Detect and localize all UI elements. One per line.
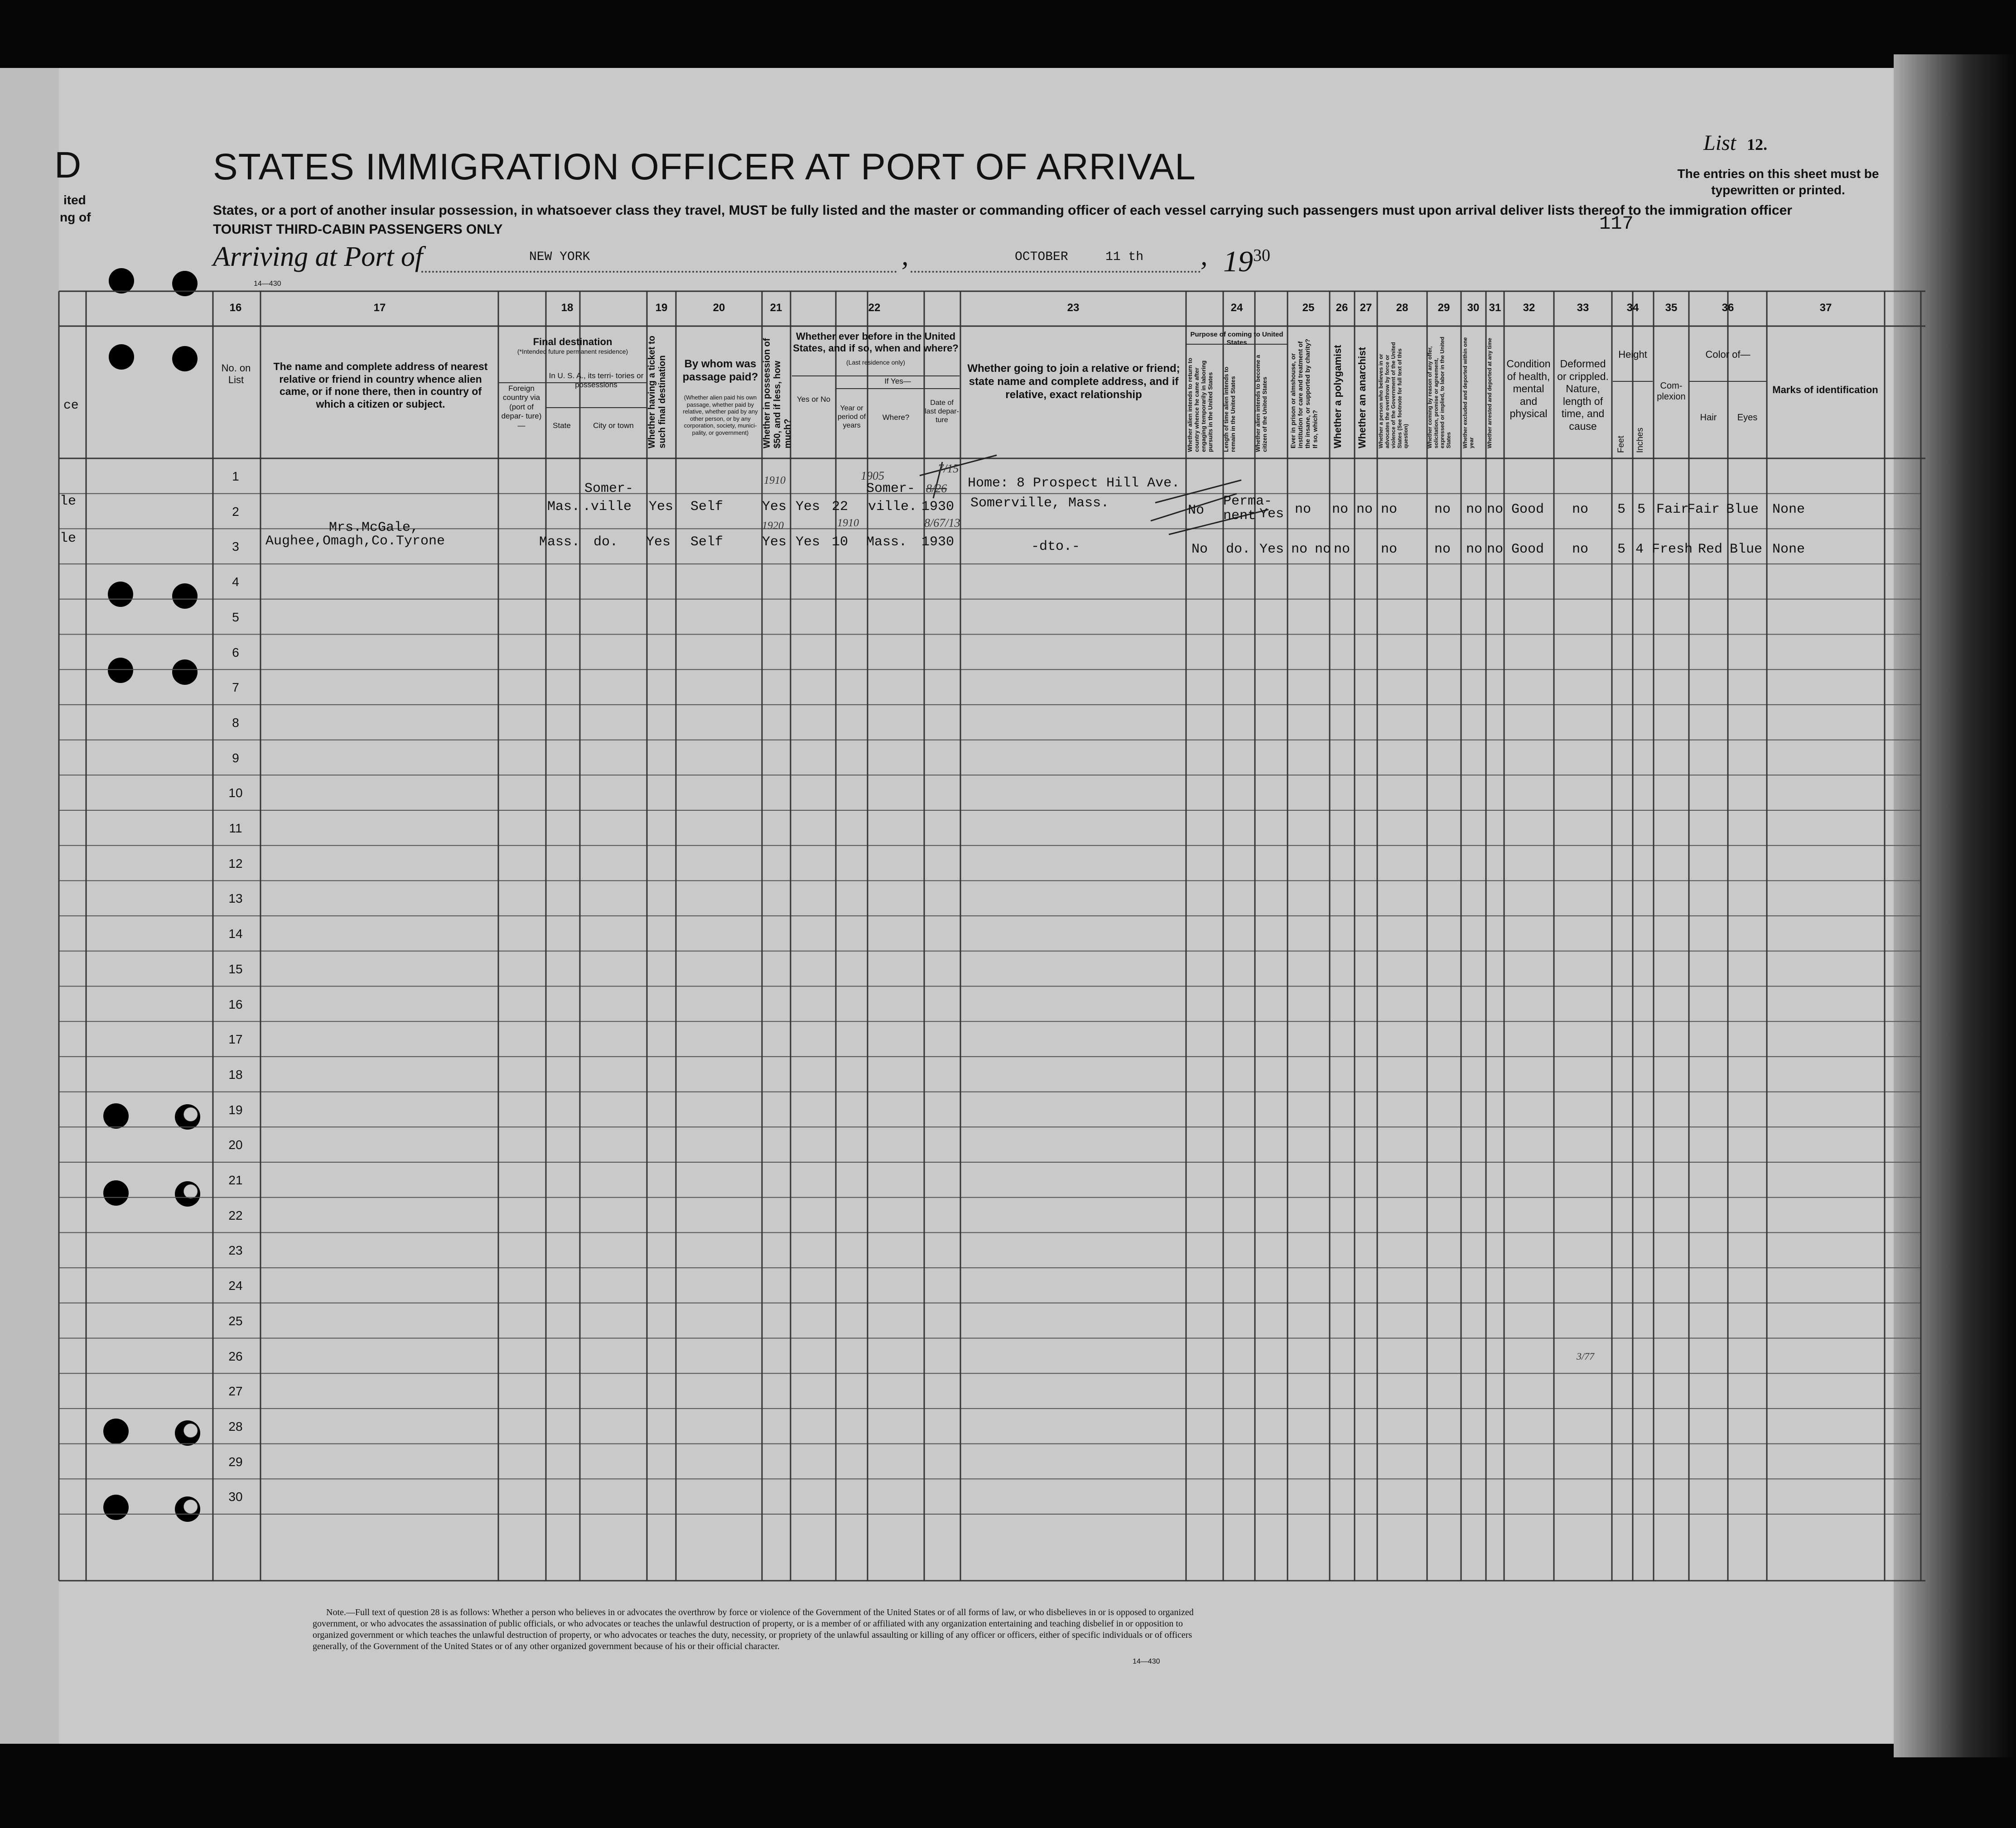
column-number: 35 bbox=[1665, 302, 1678, 314]
column-number: 16 bbox=[229, 302, 242, 314]
col22-ifyes: If Yes— bbox=[884, 377, 911, 385]
row2-health: Good bbox=[1511, 542, 1544, 557]
handwritten-note: 1910 bbox=[837, 517, 859, 529]
row1-paid-by: Self bbox=[690, 499, 723, 515]
row-number: 2 bbox=[232, 504, 239, 519]
row-number: 27 bbox=[228, 1384, 243, 1399]
col31-header: Whether arrested and deported at any time bbox=[1486, 337, 1493, 448]
left-edge-fragment: ce bbox=[63, 399, 79, 413]
col18-header: Final destination bbox=[533, 336, 613, 347]
row1-where-a: Somer- bbox=[866, 481, 916, 496]
column-number: 19 bbox=[655, 302, 668, 314]
row-number: 14 bbox=[228, 927, 243, 941]
row-number: 24 bbox=[228, 1279, 243, 1293]
row2-prison: no bbox=[1291, 542, 1308, 557]
row-number: 17 bbox=[228, 1032, 243, 1047]
column-number: 31 bbox=[1489, 302, 1501, 314]
year-prefix: 19 bbox=[1223, 245, 1253, 278]
page-title: STATES IMMIGRATION OFFICER AT PORT OF ARRIVAL bbox=[213, 146, 1196, 188]
row1-deformed: no bbox=[1572, 502, 1589, 517]
col28-header: Whether a person who believes in or advocates the overthrow by force or violence of the Government of the United States (See footnote for full text of this question) bbox=[1378, 342, 1409, 448]
row1-feet: 5 bbox=[1617, 502, 1626, 517]
column-number: 28 bbox=[1396, 302, 1408, 314]
row2-relative-address: Aughee,Omagh,Co.Tyrone bbox=[265, 534, 445, 549]
handwritten-note: 1905 bbox=[861, 469, 884, 482]
col24-return: Whether alien intends to return to country whence he came after engaging temporarily in laboring pursuits in the United States bbox=[1186, 357, 1214, 452]
row1-offer: no bbox=[1434, 502, 1451, 517]
handwritten-note: 8/67/13 bbox=[924, 516, 960, 529]
row1-excluded: no bbox=[1466, 502, 1483, 517]
row2-join: -dto.- bbox=[1031, 539, 1080, 554]
col24-citizen: Whether alien intends to become a citizen of the United States bbox=[1254, 355, 1268, 452]
col29-header: Whether coming by reason of any offer, solicitation, promise or agreement, expressed or implied, to labor in the United States bbox=[1427, 337, 1452, 448]
row-number: 30 bbox=[228, 1490, 243, 1504]
row2-fifty: Yes bbox=[762, 534, 787, 550]
row-number: 25 bbox=[228, 1313, 243, 1328]
row2-deformed: no bbox=[1572, 542, 1589, 557]
column-number: 37 bbox=[1819, 302, 1832, 314]
row-number: 6 bbox=[232, 645, 239, 659]
col26-header: Whether a polygamist bbox=[1332, 345, 1343, 448]
typewritten-note: The entries on this sheet must be typewritten or printed. bbox=[1677, 167, 1879, 197]
col22-where: Where? bbox=[882, 413, 910, 422]
row1-prison: no bbox=[1295, 502, 1312, 517]
row2-overthrow: no bbox=[1381, 542, 1398, 557]
row-number: 26 bbox=[228, 1349, 243, 1363]
row1-hair: Fair bbox=[1687, 502, 1720, 517]
col36-header: Color of— bbox=[1705, 349, 1751, 360]
row2-complexion: Fresh bbox=[1652, 542, 1693, 557]
col22-years: Year or period of years bbox=[837, 404, 866, 430]
col27-header: Whether an anarchist bbox=[1356, 347, 1368, 448]
row-number: 5 bbox=[232, 610, 239, 624]
row-number: 8 bbox=[232, 715, 239, 730]
row1-date: 1930 bbox=[921, 499, 955, 515]
row1-purpose-b2: nent bbox=[1223, 508, 1256, 524]
row2-hair: Red bbox=[1698, 542, 1723, 557]
row2-ticket: Yes bbox=[646, 534, 671, 550]
arriving-label: Arriving at Port of bbox=[213, 241, 423, 272]
col23-header: Whether going to join a relative or friend; state name and complete address, and if relative, exact relationship bbox=[967, 362, 1180, 401]
row-number: 28 bbox=[228, 1419, 243, 1434]
col20-note: (Whether alien paid his own passage, whether paid by relative, whether paid by any other person, or by any corporation, society, munici- pality, or government) bbox=[683, 394, 758, 436]
handwritten-note: 8/26 bbox=[926, 482, 947, 495]
col18-state: State bbox=[553, 421, 571, 430]
row1-purpose-b: Perma- bbox=[1223, 494, 1273, 509]
row2-date: 1930 bbox=[921, 534, 955, 550]
col20-header: By whom was passage paid? bbox=[682, 358, 758, 383]
row2-purpose-c: Yes bbox=[1259, 542, 1284, 557]
row2-before: Yes bbox=[796, 534, 820, 550]
col36-hair: Hair bbox=[1700, 413, 1717, 423]
row2-marks: None bbox=[1772, 542, 1805, 557]
row-number: 13 bbox=[228, 891, 243, 906]
col18-usa: In U. S. A., its terri- tories or possessions bbox=[549, 371, 644, 390]
row1-city-b: .ville bbox=[583, 499, 632, 515]
row1-purpose-c: Yes bbox=[1259, 506, 1284, 522]
row2-feet: 5 bbox=[1617, 542, 1626, 557]
row1-polygamist: no bbox=[1332, 502, 1349, 517]
column-number: 25 bbox=[1302, 302, 1315, 314]
row2-inches: 4 bbox=[1635, 542, 1644, 557]
row-number: 7 bbox=[232, 680, 239, 695]
row-number: 9 bbox=[232, 750, 239, 765]
row-number: 15 bbox=[228, 962, 243, 976]
row1-join-b: Somerville, Mass. bbox=[970, 495, 1109, 511]
col30-header: Whether excluded and deported within one year bbox=[1462, 337, 1475, 448]
row2-excluded: no bbox=[1466, 542, 1483, 557]
passenger-class-line: TOURIST THIRD-CABIN PASSENGERS ONLY bbox=[213, 222, 503, 237]
row-number: 19 bbox=[228, 1102, 243, 1117]
col32-header: Condition of health, mental and physical bbox=[1506, 358, 1551, 420]
column-number: 36 bbox=[1722, 302, 1734, 314]
port-value: NEW YORK bbox=[529, 250, 590, 264]
row2-relative-name: Mrs.McGale, bbox=[329, 520, 419, 535]
row-number: 23 bbox=[228, 1243, 243, 1258]
footnote-question-28: Note.—Full text of question 28 is as follows: Whether a person who believes in or advocates the overthrow by force or violence of the Government of the United States or of all forms of law, or who disbelieves in or is opposed to organized government, or who advocates the assassination of public officials, or who advocates or teaches the unlawful destruction of property, or is a member of or affiliated with any organization entertaining and teaching disbelief in or opposition to organized government or which teaches the unlawful destruction of property, or who advocates or teaches the duty, necessity, or propriety of the unlawful assaulting or killing of any officer or officers, either of specific individuals or of officers generally, of the Government of the United States or of any other organized government because of his or their official character. bbox=[313, 1607, 1194, 1651]
row1-before: Yes bbox=[796, 499, 820, 515]
row2-anarchist: no bbox=[1334, 542, 1350, 557]
handwritten-note: 3/77 bbox=[1577, 1351, 1595, 1362]
column-number: 27 bbox=[1360, 302, 1372, 314]
left-edge-letter: D bbox=[54, 144, 82, 186]
row2-offer: no bbox=[1434, 542, 1451, 557]
row1-marks: None bbox=[1772, 502, 1805, 517]
row2-where: Mass. bbox=[866, 534, 907, 550]
row2-arrested: no bbox=[1487, 542, 1504, 557]
row1-city-a: Somer- bbox=[584, 481, 634, 496]
column-number: 22 bbox=[868, 302, 881, 314]
month-value: OCTOBER bbox=[1015, 250, 1068, 264]
row1-anarchist: no bbox=[1356, 502, 1373, 517]
column-number: 29 bbox=[1437, 302, 1450, 314]
row-number: 18 bbox=[228, 1067, 243, 1082]
col18-foreign: Foreign country via (port of depar- ture)— bbox=[501, 384, 542, 430]
handwritten-note: 7/15 bbox=[938, 462, 959, 475]
row1-fifty: Yes bbox=[762, 499, 787, 515]
left-edge-fragment: ited bbox=[63, 193, 86, 207]
left-edge-fragment: ng of bbox=[60, 210, 91, 224]
form-code-top: 14—430 bbox=[254, 280, 281, 288]
row1-eyes: Blue bbox=[1726, 502, 1759, 517]
row2-eyes: Blue bbox=[1730, 542, 1763, 557]
row1-where-b: ville. bbox=[868, 499, 917, 515]
row1-inches: 5 bbox=[1637, 502, 1646, 517]
col18-city: City or town bbox=[593, 421, 634, 430]
column-number: 32 bbox=[1523, 302, 1535, 314]
col34-header: Height bbox=[1618, 349, 1647, 360]
year-suffix: 30 bbox=[1253, 246, 1270, 265]
column-number: 17 bbox=[373, 302, 386, 314]
row2-years: 10 bbox=[832, 534, 849, 550]
column-number: 18 bbox=[561, 302, 574, 314]
col17-header: The name and complete address of nearest relative or friend in country whence alien came, or if none there, then in country of which a citizen or subject. bbox=[273, 361, 488, 410]
col25-header: Ever in prison or almshouse, or institution for care and treatment of the insane, or supported by charity? If so, which? bbox=[1289, 339, 1319, 448]
row-number: 4 bbox=[232, 575, 239, 589]
row1-purpose-a: No bbox=[1188, 503, 1205, 518]
handwritten-note: 1920 bbox=[762, 520, 784, 532]
row-number: 10 bbox=[228, 786, 243, 800]
col37-header: Marks of identification bbox=[1772, 384, 1878, 395]
col21-header: Whether in possession of $50, and if less, how much? bbox=[762, 338, 793, 448]
col33-header: Deformed or crippled. Nature, length of time, and cause bbox=[1557, 358, 1609, 432]
row-number: 3 bbox=[232, 539, 239, 554]
col22-date: Date of last depar- ture bbox=[925, 399, 959, 424]
row-number: 12 bbox=[228, 856, 243, 871]
column-number: 20 bbox=[713, 302, 725, 314]
row-number: 20 bbox=[228, 1138, 243, 1152]
row2-state: Mass. bbox=[539, 534, 580, 550]
row2-polygamist: no bbox=[1315, 542, 1331, 557]
row1-health: Good bbox=[1511, 502, 1544, 517]
row1-state: Mas. bbox=[547, 499, 580, 515]
col24-length: Length of time alien intends to remain in the United States bbox=[1223, 366, 1236, 452]
list-number-value: 12. bbox=[1747, 135, 1768, 154]
column-number: 30 bbox=[1467, 302, 1480, 314]
row2-purpose-b: do. bbox=[1226, 542, 1251, 557]
row1-arrested: no bbox=[1487, 502, 1504, 517]
row2-paid-by: Self bbox=[690, 534, 723, 550]
header-instructions: States, or a port of another insular possession, in whatsoever class they travel, MUST be fully listed and the master or commanding officer of each vessel carrying such passengers must upon arrival deliver lists thereof to the immigration officer bbox=[213, 203, 1792, 218]
form-code-bottom: 14—430 bbox=[1133, 1658, 1160, 1665]
col22-note: (Last residence only) bbox=[846, 359, 905, 366]
column-number: 24 bbox=[1230, 302, 1243, 314]
col34-feet: Feet bbox=[1616, 435, 1626, 453]
row2-purpose-a: No bbox=[1191, 542, 1208, 557]
column-number: 34 bbox=[1626, 302, 1639, 314]
row2-city: do. bbox=[593, 534, 618, 550]
row1-join-a: Home: 8 Prospect Hill Ave. bbox=[968, 476, 1180, 491]
list-label: List bbox=[1703, 131, 1736, 155]
row1-complexion: Fair bbox=[1656, 502, 1689, 517]
row-number: 29 bbox=[228, 1454, 243, 1469]
column-number: 21 bbox=[770, 302, 782, 314]
col22-yesno: Yes or No bbox=[796, 395, 831, 404]
row1-years: 22 bbox=[832, 499, 849, 515]
row1-ticket: Yes bbox=[649, 499, 674, 515]
row-number: 22 bbox=[228, 1208, 243, 1222]
col16-header: No. on List bbox=[221, 362, 251, 386]
col18-note: (*Intended future permanent residence) bbox=[517, 348, 628, 355]
column-number: 33 bbox=[1577, 302, 1589, 314]
row-number: 11 bbox=[229, 821, 242, 835]
col34-inches: Inches bbox=[1635, 428, 1645, 453]
row-number: 1 bbox=[232, 469, 239, 483]
col22-header: Whether ever before in the United States, and if so, when and where? bbox=[793, 331, 959, 354]
col24-header: Purpose of coming to United States bbox=[1190, 331, 1283, 346]
col35-header: Com- plexion bbox=[1657, 381, 1686, 402]
left-edge-fragment: le bbox=[60, 494, 77, 509]
sheet-number: 117 bbox=[1599, 213, 1634, 235]
handwritten-note: 1910 bbox=[764, 475, 786, 486]
row-number: 16 bbox=[228, 997, 243, 1011]
column-number: 23 bbox=[1067, 302, 1080, 314]
column-number: 26 bbox=[1336, 302, 1348, 314]
left-edge-fragment: le bbox=[60, 531, 77, 546]
row-number: 21 bbox=[228, 1173, 243, 1187]
row1-overthrow: no bbox=[1381, 502, 1398, 517]
col19-header: Whether having a ticket to such final destination bbox=[647, 336, 667, 448]
col36-eyes: Eyes bbox=[1737, 413, 1758, 423]
day-value: 11 th bbox=[1105, 250, 1144, 264]
